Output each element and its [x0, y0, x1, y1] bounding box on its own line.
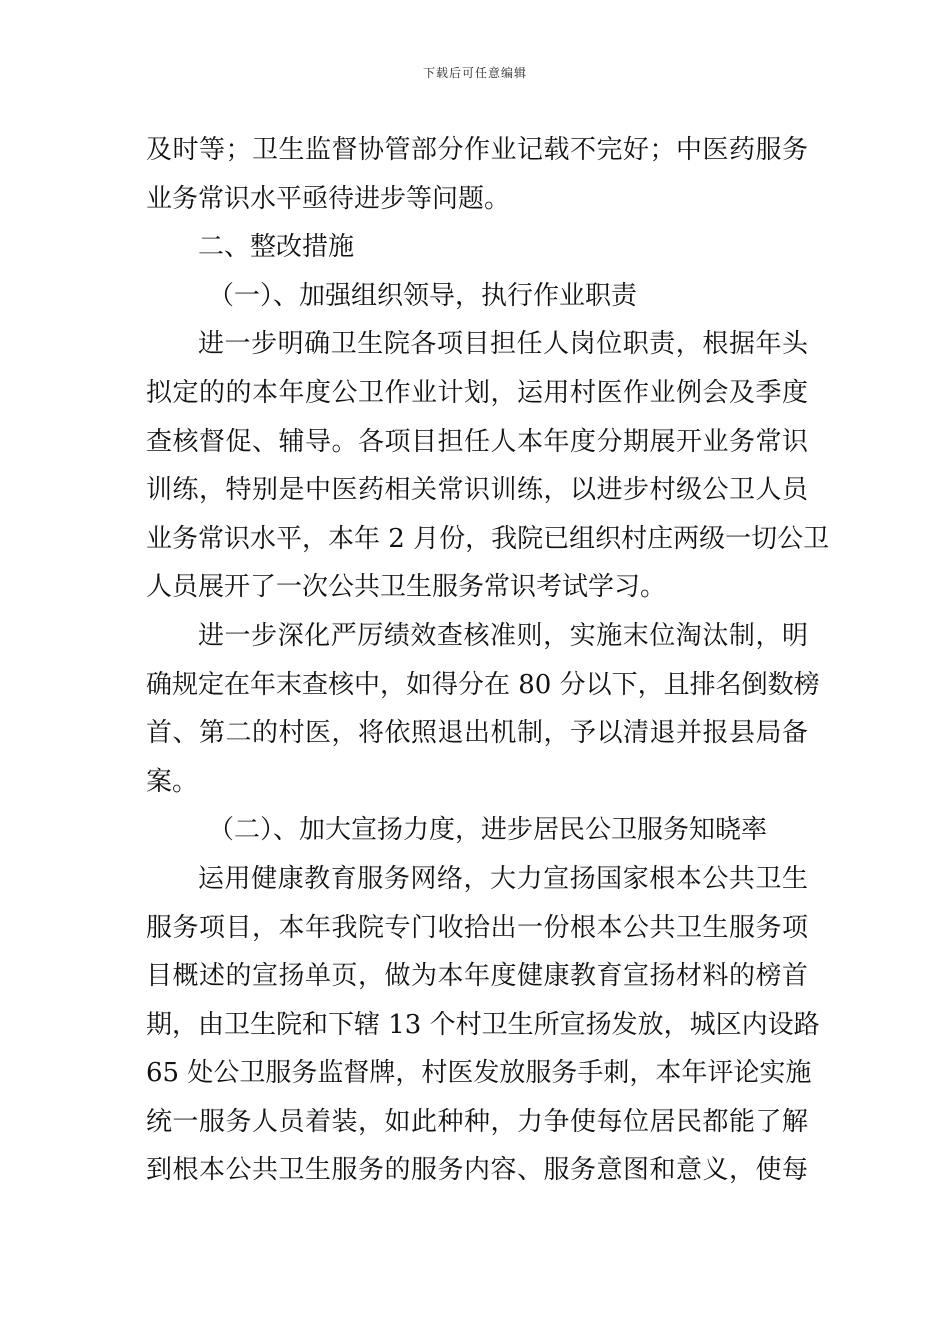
subsection-heading: （二）、加大宣扬力度，进步居民公卫服务知晓率 [208, 815, 768, 846]
text-line: 拟定的的本年度公卫作业计划，运用村医作业例会及季度 [146, 377, 808, 408]
text-line: 到根本公共卫生服务的服务内容、服务意图和意义，使每 [146, 1155, 808, 1186]
text-line: 首、第二的村医，将依照退出机制，予以清退并报县局备 [146, 718, 808, 749]
text-line: 查核督促、辅导。各项目担任人本年度分期展开业务常识 [146, 426, 808, 457]
section-heading: 二、整改措施 [198, 232, 355, 263]
text-line: 运用健康教育服务网络，大力宣扬国家根本公共卫生 [198, 863, 808, 894]
text-line: 业务常识水平亟待进步等问题。 [146, 183, 511, 214]
text-line: 进一步深化严厉绩效查核准则，实施末位淘汰制，明 [198, 620, 808, 651]
text-line: 65 处公卫服务监督牌，村医发放服务手刺，本年评论实施 [146, 1058, 812, 1089]
subsection-heading: （一）、加强组织领导，执行作业职责 [208, 280, 638, 311]
text-line: 统一服务人员着装，如此种种，力争使每位居民都能了解 [146, 1106, 808, 1137]
text-line: 及时等；卫生监督协管部分作业记载不完好；中医药服务 [146, 135, 808, 165]
text-line: 业务常识水平，本年 2 月份，我院已组织村庄两级一切公卫 [146, 523, 830, 554]
text-line: 案。 [146, 766, 199, 797]
text-line: 人员展开了一次公共卫生服务常识考试学习。 [146, 572, 667, 603]
text-line: 服务项目，本年我院专门收拾出一份根本公共卫生服务项 [146, 912, 808, 943]
text-line: 期，由卫生院和下辖 13 个村卫生所宣扬发放，城区内设路 [146, 1009, 820, 1040]
page-header-note: 下载后可任意编辑 [422, 66, 527, 80]
text-line: 训练，特别是中医药相关常识训练，以进步村级公卫人员 [146, 475, 808, 506]
text-line: 确规定在年末查核中，如得分在 80 分以下，且排名倒数榜 [146, 669, 820, 700]
document-body [146, 126, 830, 1195]
text-line: 进一步明确卫生院各项目担任人岗位职责，根据年头 [198, 329, 808, 360]
text-line: 目概述的宣扬单页，做为本年度健康教育宣扬材料的榜首 [146, 961, 808, 992]
